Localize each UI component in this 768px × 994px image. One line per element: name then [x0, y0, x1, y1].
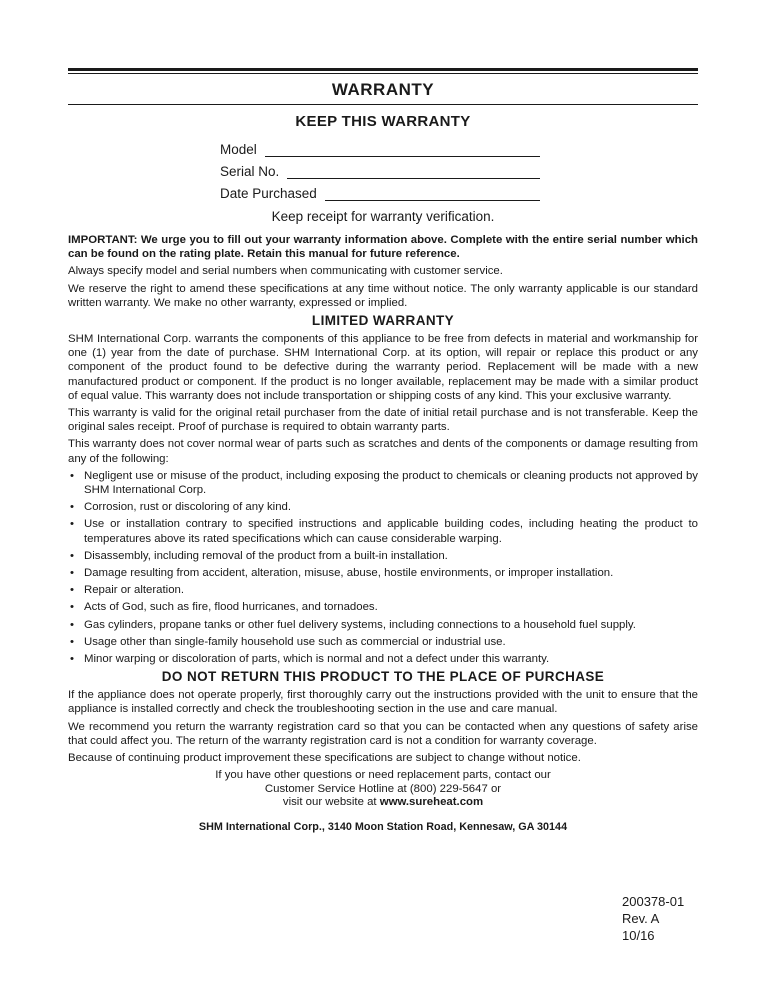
bullet-icon: • [70, 567, 74, 580]
list-item: • Corrosion, rust or discoloring of any kind. [70, 501, 292, 514]
do-not-return-heading: DO NOT RETURN THIS PRODUCT TO THE PLACE OF PURCHASE [161, 669, 605, 685]
bullet-icon: • [70, 518, 74, 531]
receipt-note: Keep receipt for warranty verification. [271, 209, 495, 224]
limited-paragraph-3: This warranty does not cover normal wear of parts such as scratches and dents of the components or damage resulting from any of the following: [68, 438, 698, 465]
company-address: SHM International Corp., 3140 Moon Station Road, Kennesaw, GA 30144 [198, 820, 568, 833]
bullet-icon: • [70, 601, 74, 614]
specify-paragraph: Always specify model and serial numbers when communicating with customer service. [68, 265, 503, 278]
list-item: • Gas cylinders, propane tanks or other fuel delivery systems, including connections to a household fuel supply. [70, 618, 636, 631]
website-prefix: visit our website at [282, 796, 380, 809]
list-item: • Repair or alteration. [70, 584, 185, 597]
list-item: • Usage other than single-family household use such as commercial or industrial use. [70, 635, 506, 648]
document-number: 200378-01 [622, 894, 685, 909]
top-rule-thin [68, 73, 698, 74]
bullet-icon: • [70, 584, 74, 597]
title-rule [68, 104, 698, 105]
model-row [220, 135, 540, 157]
limited-paragraph-2: This warranty is valid for the original retail purchaser from the date of initial retail purchase and is not transferable. Keep the original sales receipt. Proof of purchase is required to obtain warranty parts. [68, 407, 698, 434]
contact-line-2: Customer Service Hotline at (800) 229-5647 or [264, 782, 502, 795]
contact-block [68, 769, 698, 810]
important-paragraph: IMPORTANT: We urge you to fill out your warranty information above. Complete with the entire serial number which can be found on the rating plate. Retain this manual for future reference. [68, 234, 698, 261]
warranty-form [220, 135, 540, 201]
contact-line-3 [68, 796, 698, 810]
keep-warranty-heading: KEEP THIS WARRANTY [295, 113, 471, 130]
reserve-paragraph: We reserve the right to amend these specifications at any time without notice. The only warranty applicable is our standard written warranty. We make no other warranty, expressed or implied. [68, 282, 698, 309]
list-item: • Minor warping or discoloration of parts, which is normal and not a defect under this warranty. [70, 653, 550, 666]
noreturn-paragraph-1: If the appliance does not operate properly, first thoroughly carry out the instructions provided with the unit to ensure that the appliance is installed correctly and check the troubleshooting section in the use and care manual. [68, 689, 698, 716]
list-item: • Use or installation contrary to specified instructions and applicable building codes, including heating the product to temperatures above its rated specifications which can cause considerable warping. [70, 518, 698, 545]
list-item: • Disassembly, including removal of the product from a built-in installation. [70, 549, 448, 562]
date-purchased-field[interactable] [325, 186, 540, 201]
noreturn-paragraph-3: Because of continuing product improvement these specifications are subject to change without notice. [68, 752, 581, 765]
contact-line-1: If you have other questions or need replacement parts, contact our [215, 769, 551, 782]
warranty-page [68, 68, 698, 834]
document-number-block [622, 893, 684, 944]
list-item: • Acts of God, such as fire, flood hurricanes, and tornadoes. [70, 601, 378, 614]
model-label: Model [220, 142, 257, 157]
bullet-icon: • [70, 501, 74, 514]
list-item: • Damage resulting from accident, alteration, misuse, abuse, hostile environments, or improper installation. [70, 567, 614, 580]
model-field[interactable] [265, 142, 540, 157]
date-row [220, 179, 540, 201]
exclusions-list [68, 469, 698, 666]
noreturn-paragraph-2: We recommend you return the warranty registration card so that you can be contacted when any questions of safety arise that could affect you. The return of the warranty registration card is not a condition for warranty coverage. [68, 720, 698, 747]
revision: Rev. A [622, 911, 660, 926]
list-item: • Negligent use or misuse of the product, including exposing the product to chemicals or cleaning products not approved by SHM International Corp. [70, 469, 698, 497]
limited-warranty-heading: LIMITED WARRANTY [311, 313, 455, 329]
serial-field[interactable] [287, 164, 540, 179]
bullet-icon: • [70, 469, 74, 482]
limited-paragraph-1: SHM International Corp. warrants the components of this appliance to be free from defects in material and workmanship for one (1) year from the date of purchase. SHM International Corp. at its option, will repair or replace this product or any component of the product found to be defective during the warranty period. Replacement will be made with a new manufactured product or component. If the product is no longer available, replacement may be made with a similar product of equal value. This warranty does not include transportation or shipping costs of any kind. This your exclusive warranty. [68, 333, 698, 402]
bullet-icon: • [70, 618, 74, 631]
serial-row [220, 157, 540, 179]
top-rule [68, 68, 698, 71]
serial-label: Serial No. [220, 164, 280, 179]
date-purchased-label: Date Purchased [220, 186, 317, 201]
bullet-icon: • [70, 653, 74, 666]
bullet-icon: • [70, 549, 74, 562]
revision-date: 10/16 [622, 928, 655, 943]
bullet-icon: • [70, 635, 74, 648]
website-link[interactable]: www.sureheat.com [379, 796, 484, 809]
page-title: WARRANTY [331, 80, 435, 99]
